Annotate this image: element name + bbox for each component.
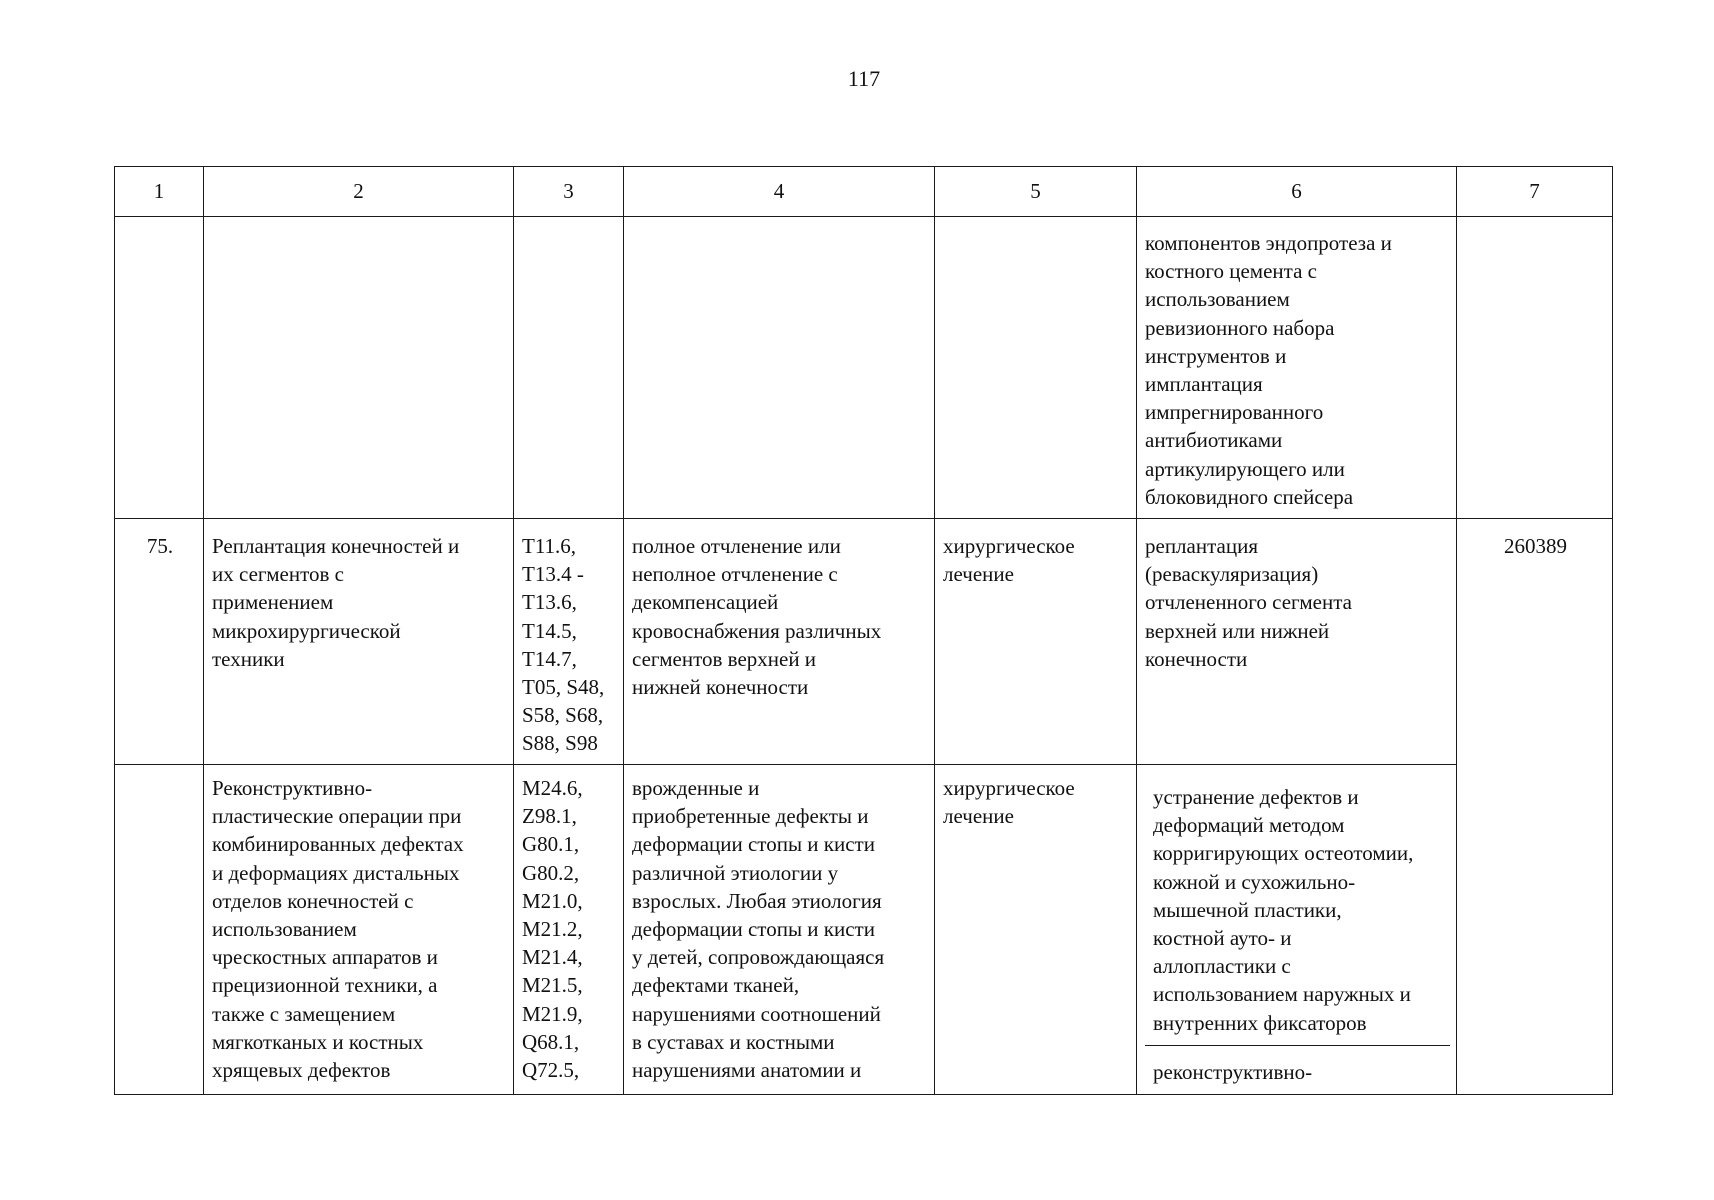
- column-number-3: 3: [514, 167, 624, 217]
- treatment-method-cell: [1137, 217, 1457, 519]
- text-line: инструментов и: [1145, 343, 1287, 368]
- text-line: их сегментов с: [212, 562, 344, 587]
- text-line: мышечной пластики,: [1153, 897, 1342, 922]
- cell-empty: [514, 217, 624, 519]
- text-line: T13.4 -: [522, 562, 584, 587]
- text-line: конечности: [1145, 646, 1248, 671]
- text-line: Q68.1,: [522, 1029, 580, 1054]
- text-line: мягкотканых и костных: [212, 1029, 424, 1054]
- text-line: S58, S68,: [522, 703, 604, 728]
- text-line: импрегнированного: [1145, 400, 1324, 425]
- treatment-type-cell: [935, 519, 1137, 765]
- column-number-5: 5: [935, 167, 1137, 217]
- text-line: реплантация: [1145, 534, 1258, 558]
- treatment-method-upper: [1145, 774, 1450, 1046]
- text-line: отчлененного сегмента: [1145, 590, 1352, 615]
- text-line: T14.5,: [522, 618, 577, 643]
- care-type-cell: [204, 519, 514, 765]
- row-number: 75.: [115, 519, 204, 765]
- text-line: нарушениями анатомии и: [632, 1058, 862, 1083]
- page-number: 117: [847, 66, 881, 91]
- text-line: использованием: [1145, 287, 1290, 312]
- text-line: техники: [212, 646, 285, 671]
- text-line: деформации стопы и кисти: [632, 832, 875, 857]
- text-line: верхней или нижней: [1145, 618, 1330, 643]
- text-line: также с замещением: [212, 1001, 396, 1026]
- text-line: имплантация: [1145, 372, 1263, 397]
- text-line: Реконструктивно-: [212, 776, 373, 800]
- text-line: корригирующих остеотомии,: [1153, 841, 1414, 866]
- text-line: в суставах и костными: [632, 1029, 835, 1054]
- cell-empty: [935, 217, 1137, 519]
- patient-model-cell: [624, 765, 935, 1095]
- text-line: деформаций методом: [1153, 813, 1345, 838]
- text-line: сегментов верхней и: [632, 646, 817, 671]
- table-row-75: [115, 519, 1613, 765]
- text-line: микрохирургической: [212, 618, 401, 643]
- text-line: Реплантация конечностей и: [212, 534, 460, 558]
- text-line: ревизионного набора: [1145, 315, 1335, 340]
- text-line: кровоснабжения различных: [632, 618, 882, 643]
- text-line: M21.9,: [522, 1001, 583, 1026]
- text-line: T05, S48,: [522, 675, 605, 700]
- text-line: декомпенсацией: [632, 590, 779, 615]
- text-line: нижней конечности: [632, 675, 809, 700]
- text-line: кожной и сухожильно-: [1153, 869, 1356, 894]
- column-number-6: 6: [1137, 167, 1457, 217]
- text-line: нарушениями соотношений: [632, 1001, 881, 1026]
- patient-model-cell: [624, 519, 935, 765]
- text-line: дефектами тканей,: [632, 973, 800, 998]
- text-line: костной ауто- и: [1153, 926, 1292, 951]
- text-line: компонентов эндопротеза и: [1145, 231, 1392, 255]
- text-line: реконструктивно-: [1153, 1060, 1313, 1084]
- text-line: T13.6,: [522, 590, 577, 615]
- text-line: аллопластики с: [1153, 954, 1291, 979]
- text-line: внутренних фиксаторов: [1153, 1010, 1367, 1035]
- table-row-continuation: [115, 217, 1613, 519]
- text-line: антибиотиками: [1145, 428, 1283, 453]
- text-line: применением: [212, 590, 334, 615]
- treatment-method-lower: [1145, 1046, 1450, 1086]
- text-line: G80.1,: [522, 832, 580, 857]
- cell-empty: [624, 217, 935, 519]
- text-line: Q72.5,: [522, 1058, 580, 1083]
- text-line: лечение: [943, 562, 1014, 587]
- text-line: S88, S98: [522, 731, 598, 756]
- text-line: T11.6,: [522, 534, 577, 558]
- column-number-7: 7: [1457, 167, 1613, 217]
- column-number-4: 4: [624, 167, 935, 217]
- column-number-2: 2: [204, 167, 514, 217]
- text-line: костного цемента с: [1145, 259, 1317, 284]
- text-line: неполное отчленение с: [632, 562, 838, 587]
- cost-norm-cell: 260389: [1457, 519, 1613, 1095]
- text-line: хрящевых дефектов: [212, 1058, 391, 1083]
- text-line: M21.2,: [522, 917, 583, 942]
- column-number-1: 1: [115, 167, 204, 217]
- text-line: блоковидного спейсера: [1145, 484, 1354, 509]
- text-line: M21.5,: [522, 973, 583, 998]
- text-line: полное отчленение или: [632, 534, 841, 558]
- text-line: G80.2,: [522, 860, 580, 885]
- treatment-method-cell: [1137, 519, 1457, 765]
- text-line: лечение: [943, 804, 1014, 829]
- text-line: (реваскуляризация): [1145, 562, 1319, 587]
- text-line: отделов конечностей с: [212, 888, 414, 913]
- text-line: взрослых. Любая этиология: [632, 888, 882, 913]
- cell-empty: [1457, 217, 1613, 519]
- text-line: чрескостных аппаратов и: [212, 945, 438, 970]
- treatment-method-split-cell: [1137, 765, 1457, 1095]
- text-line: Z98.1,: [522, 804, 577, 829]
- text-line: хирургическое: [943, 534, 1075, 558]
- text-line: и деформациях дистальных: [212, 860, 460, 885]
- text-line: T14.7,: [522, 646, 577, 671]
- text-line: M21.0,: [522, 888, 583, 913]
- text-line: артикулирующего или: [1145, 456, 1345, 481]
- services-table: [114, 166, 1613, 1095]
- text-line: комбинированных дефектах: [212, 832, 464, 857]
- text-line: врожденные и: [632, 776, 760, 800]
- treatment-type-cell: [935, 765, 1137, 1095]
- text-line: пластические операции при: [212, 804, 462, 829]
- text-line: использованием наружных и: [1153, 982, 1411, 1007]
- text-line: M21.4,: [522, 945, 583, 970]
- table-row-reconstructive: [115, 765, 1613, 1095]
- text-line: устранение дефектов и: [1153, 785, 1359, 809]
- icd-codes-cell: [514, 519, 624, 765]
- text-line: различной этиологии у: [632, 860, 839, 885]
- text-line: у детей, сопровождающаяся: [632, 945, 885, 970]
- cell-empty: [115, 765, 204, 1095]
- cell-empty: [115, 217, 204, 519]
- cell-empty: [204, 217, 514, 519]
- text-line: использованием: [212, 917, 357, 942]
- care-type-cell: [204, 765, 514, 1095]
- text-line: хирургическое: [943, 776, 1075, 800]
- text-line: деформации стопы и кисти: [632, 917, 875, 942]
- text-line: M24.6,: [522, 776, 583, 800]
- text-line: прецизионной техники, а: [212, 973, 438, 998]
- text-line: приобретенные дефекты и: [632, 804, 869, 829]
- icd-codes-cell: [514, 765, 624, 1095]
- column-number-row: [115, 167, 1613, 217]
